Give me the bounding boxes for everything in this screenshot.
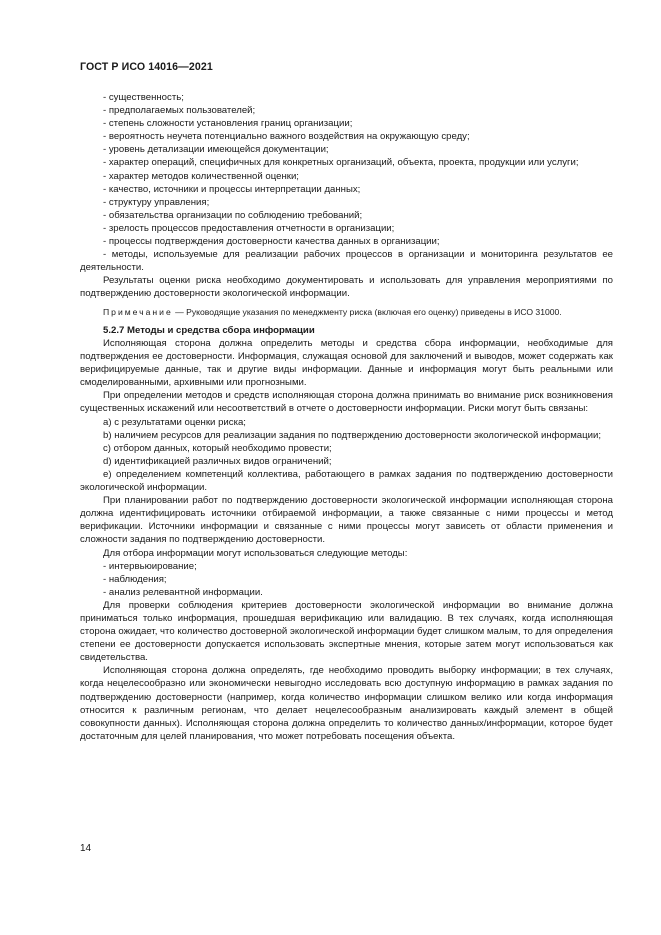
paragraph-results: Результаты оценки риска необходимо документировать и использовать для управления мероприятиями по подтверждению достоверности экологической информации.	[80, 275, 613, 300]
document-header: ГОСТ Р ИСО 14016—2021	[80, 61, 213, 73]
list-item: b) наличием ресурсов для реализации задания по подтверждению достоверности экологической информации;	[103, 429, 602, 441]
list-item: - процессы подтверждения достоверности качества данных в организации;	[103, 236, 440, 248]
list-item: d) идентификацией различных видов ограничений;	[103, 455, 332, 467]
list-item: - зрелость процессов предоставления отчетности в организации;	[103, 222, 395, 234]
list-item: - вероятность неучета потенциально важного воздействия на окружающую среду;	[103, 131, 470, 143]
list-item: - степень сложности установления границ организации;	[103, 118, 353, 130]
list-item: - анализ релевантной информации.	[103, 586, 263, 598]
list-item: - предполагаемых пользователей;	[103, 105, 256, 117]
note	[80, 307, 613, 318]
list-item: - существенность;	[103, 92, 184, 103]
list-item: - методы, используемые для реализации рабочих процессов в организации и мониторинга результатов ее деятельности.	[80, 249, 613, 274]
page-number: 14	[80, 843, 92, 854]
paragraph: При определении методов и средств исполняющая сторона должна принимать во внимание риск возникновения существенных искажений или несоответствий в отчете о достоверности информации. Риски могут быть связаны:	[80, 390, 613, 415]
paragraph: Исполняющая сторона должна определять, где необходимо проводить выборку информации; в тех случаях, когда нецелесообразно или экономически невыгодно исследовать всю доступную информацию в рамках задания по подтверждению достоверности (например, когда количество информации слишком велико или когда информация относится к различным регионам, что делает нецелесообразным анализировать каждый элемент в общей совокупности данных). Исполняющая сторона должна определить то количество данных/информации, которое будет достаточным для целей планирования, что может потребовать посещения объекта.	[80, 665, 613, 742]
note-label: Примечание	[103, 306, 173, 317]
list-item: - качество, источники и процессы интерпретации данных;	[103, 183, 361, 195]
list-item: - обязательства организации по соблюдению требований;	[103, 209, 363, 221]
paragraph: Для проверки соблюдения критериев достоверности экологической информации во внимание должна приниматься только информация, прошедшая верификацию или валидацию. В тех случаях, когда исполняющая сторона ожидает, что количество достоверной экологической информации будет слишком малым, то для определения степени ее достоверности допускается использовать экспертные мнения, которые затем могут использоваться как свидетельства.	[80, 599, 613, 664]
list-item: c) отбором данных, который необходимо провести;	[103, 442, 332, 454]
list-item: - интервьюирование;	[103, 560, 197, 572]
list-item: a) с результатами оценки риска;	[103, 416, 246, 428]
paragraph: При планировании работ по подтверждению достоверности экологической информации исполняющая сторона должна идентифицировать источники отбираемой информации, а также связанные с ними процессы и метод верификации. Источники информации и связанные с ними процессы могут зависеть от области применения и сложности задания по подтверждению достоверности.	[80, 495, 613, 546]
section-title: 5.2.7 Методы и средства сбора информации	[103, 324, 315, 336]
list-item: - характер методов количественной оценки;	[103, 170, 299, 182]
list-item: - наблюдения;	[103, 573, 167, 585]
paragraph: Исполняющая сторона должна определить методы и средства сбора информации, необходимые для подтверждения ее достоверности. Информация, служащая основой для заключений и выводов, может содержать как верифицируемые данные, так и другие виды информации. Данные и информация могут быть реальными или смоделированными, архивными или прогнозными.	[80, 338, 613, 389]
list-item: - структуру управления;	[103, 196, 210, 208]
note-text: — Руководящие указания по менеджменту риска (включая его оценку) приведены в ИСО 31000.	[172, 306, 562, 317]
document-body	[80, 91, 613, 743]
list-item: e) определением компетенций коллектива, работающего в рамках задания по подтверждению достоверности экологической информации.	[80, 468, 613, 494]
list-item: - характер операций, специфичных для конкретных организаций, объекта, проекта, продукции или услуги;	[103, 157, 579, 169]
list-item: - уровень детализации имеющейся документации;	[103, 144, 329, 156]
paragraph: Для отбора информации могут использоваться следующие методы:	[103, 547, 408, 559]
